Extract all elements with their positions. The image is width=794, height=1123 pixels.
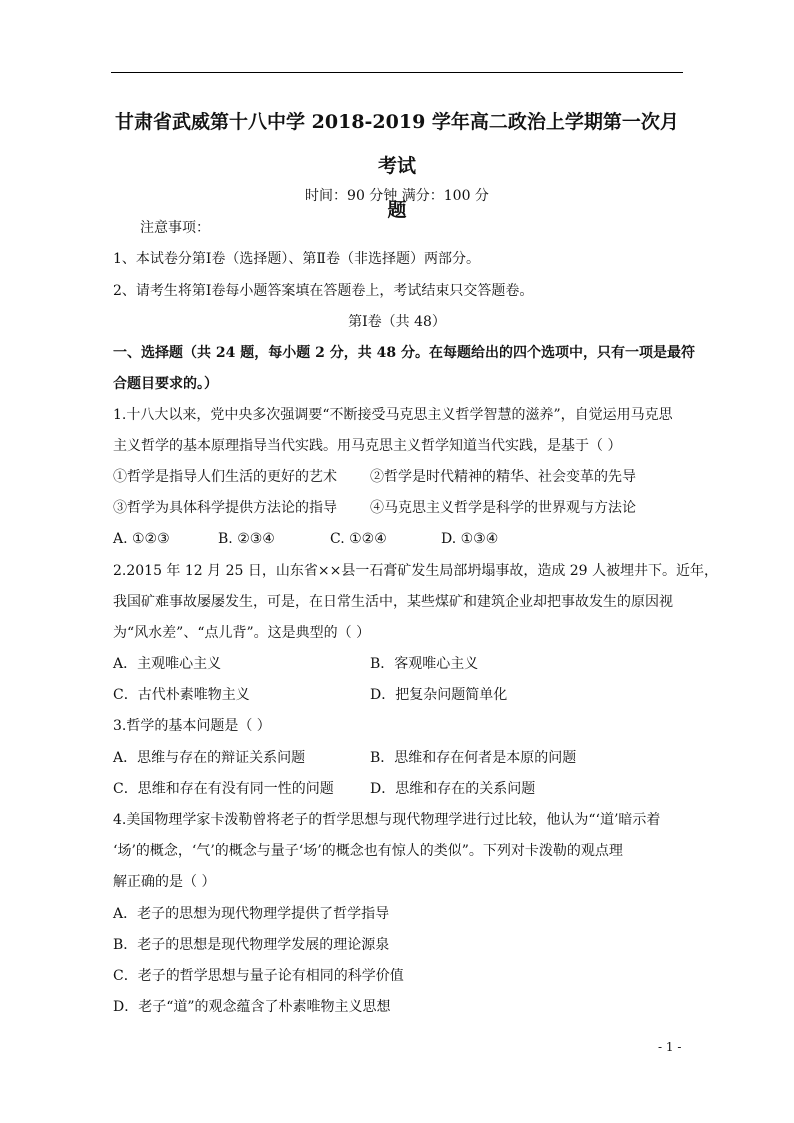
q3-stem-line-1: 3.哲学的基本问题是（ ）	[113, 718, 271, 734]
q2-option-b: B．客观唯心主义	[370, 656, 479, 672]
q1-option-d: D. ①③④	[441, 531, 499, 547]
q3-option-a: A．思维与存在的辩证关系问题	[113, 750, 306, 766]
q2-option-c: C．古代朴素唯物主义	[113, 687, 250, 703]
q1-option-a: A. ①②③	[113, 531, 170, 547]
q4-option-b: B．老子的思想是现代物理学发展的理论源泉	[113, 937, 390, 953]
q1-statement-2: ②哲学是时代精神的精华、社会变革的先导	[370, 469, 636, 485]
q1-statement-4: ④马克思主义哲学是科学的世界观与方法论	[370, 500, 636, 516]
header-rule	[111, 72, 683, 73]
q1-statement-1: ①哲学是指导人们生活的更好的艺术	[113, 469, 337, 485]
q4-option-d: D．老子“道”的观念蕴含了朴素唯物主义思想	[113, 999, 391, 1015]
title-line-1: 甘肃省武威第十八中学 2018-2019 学年高二政治上学期第一次月考试	[115, 111, 679, 177]
note-item-1: 1、本试卷分第Ⅰ卷（选择题）、第Ⅱ卷（非选择题）两部分。	[113, 251, 480, 267]
title-line-2: 题	[387, 199, 407, 221]
exam-title	[111, 100, 683, 232]
section-instruction-line-1: 一、选择题（共 24 题，每小题 2 分，共 48 分。在每题给出的四个选项中，只有一项是最符	[113, 345, 695, 361]
notes-heading: 注意事项：	[140, 220, 210, 236]
q1-option-c: C. ①②④	[330, 531, 387, 547]
q4-option-a: A．老子的思想为现代物理学提供了哲学指导	[113, 906, 390, 922]
q3-option-c: C．思维和存在有没有同一性的问题	[113, 781, 334, 797]
q2-stem-line-2: 我国矿难事故屡屡发生，可是，在日常生活中，某些煤矿和建筑企业却把事故发生的原因视	[113, 594, 673, 610]
q3-option-d: D．思维和存在的关系问题	[370, 781, 536, 797]
q4-stem-line-3: 解正确的是（ ）	[113, 874, 216, 890]
q2-option-a: A．主观唯心主义	[113, 656, 222, 672]
q2-stem-line-1: 2.2015 年 12 月 25 日，山东省××县一石膏矿发生局部坍塌事故，造成 29 人被埋井下。近年，	[113, 563, 719, 579]
q4-stem-line-2: ‘场’的概念，‘气’的概念与量子‘场’的概念也有惊人的类似”。下列对卡泼勒的观点理	[113, 843, 623, 859]
volume-title: 第Ⅰ卷（共 48）	[348, 314, 446, 330]
note-item-2: 2、请考生将第Ⅰ卷每小题答案填在答题卷上，考试结束只交答题卷。	[113, 283, 534, 299]
q4-stem-line-1: 4.美国物理学家卡泼勒曾将老子的哲学思想与现代物理学进行过比较，他认为“‘道’暗示着	[113, 812, 661, 828]
time-info: 时间：90 分钟 满分：100 分	[305, 188, 489, 204]
q3-option-b: B．思维和存在何者是本原的问题	[370, 750, 577, 766]
q1-statement-3: ③哲学为具体科学提供方法论的指导	[113, 500, 337, 516]
page-number: - 1 -	[658, 1040, 682, 1054]
q2-option-d: D．把复杂问题简单化	[370, 687, 508, 703]
q4-option-c: C．老子的哲学思想与量子论有相同的科学价值	[113, 968, 404, 984]
q1-stem-line-2: 主义哲学的基本原理指导当代实践。用马克思主义哲学知道当代实践，是基于（ ）	[113, 438, 622, 454]
section-instruction-line-2: 合题目要求的。）	[113, 376, 218, 392]
q1-stem-line-1: 1.十八大以来，党中央多次强调要“不断接受马克思主义哲学智慧的滋养”，自觉运用马克思	[113, 407, 673, 423]
q2-stem-line-3: 为“风水差”、“点儿背”。这是典型的（ ）	[113, 625, 371, 641]
q1-option-b: B. ②③④	[218, 531, 275, 547]
